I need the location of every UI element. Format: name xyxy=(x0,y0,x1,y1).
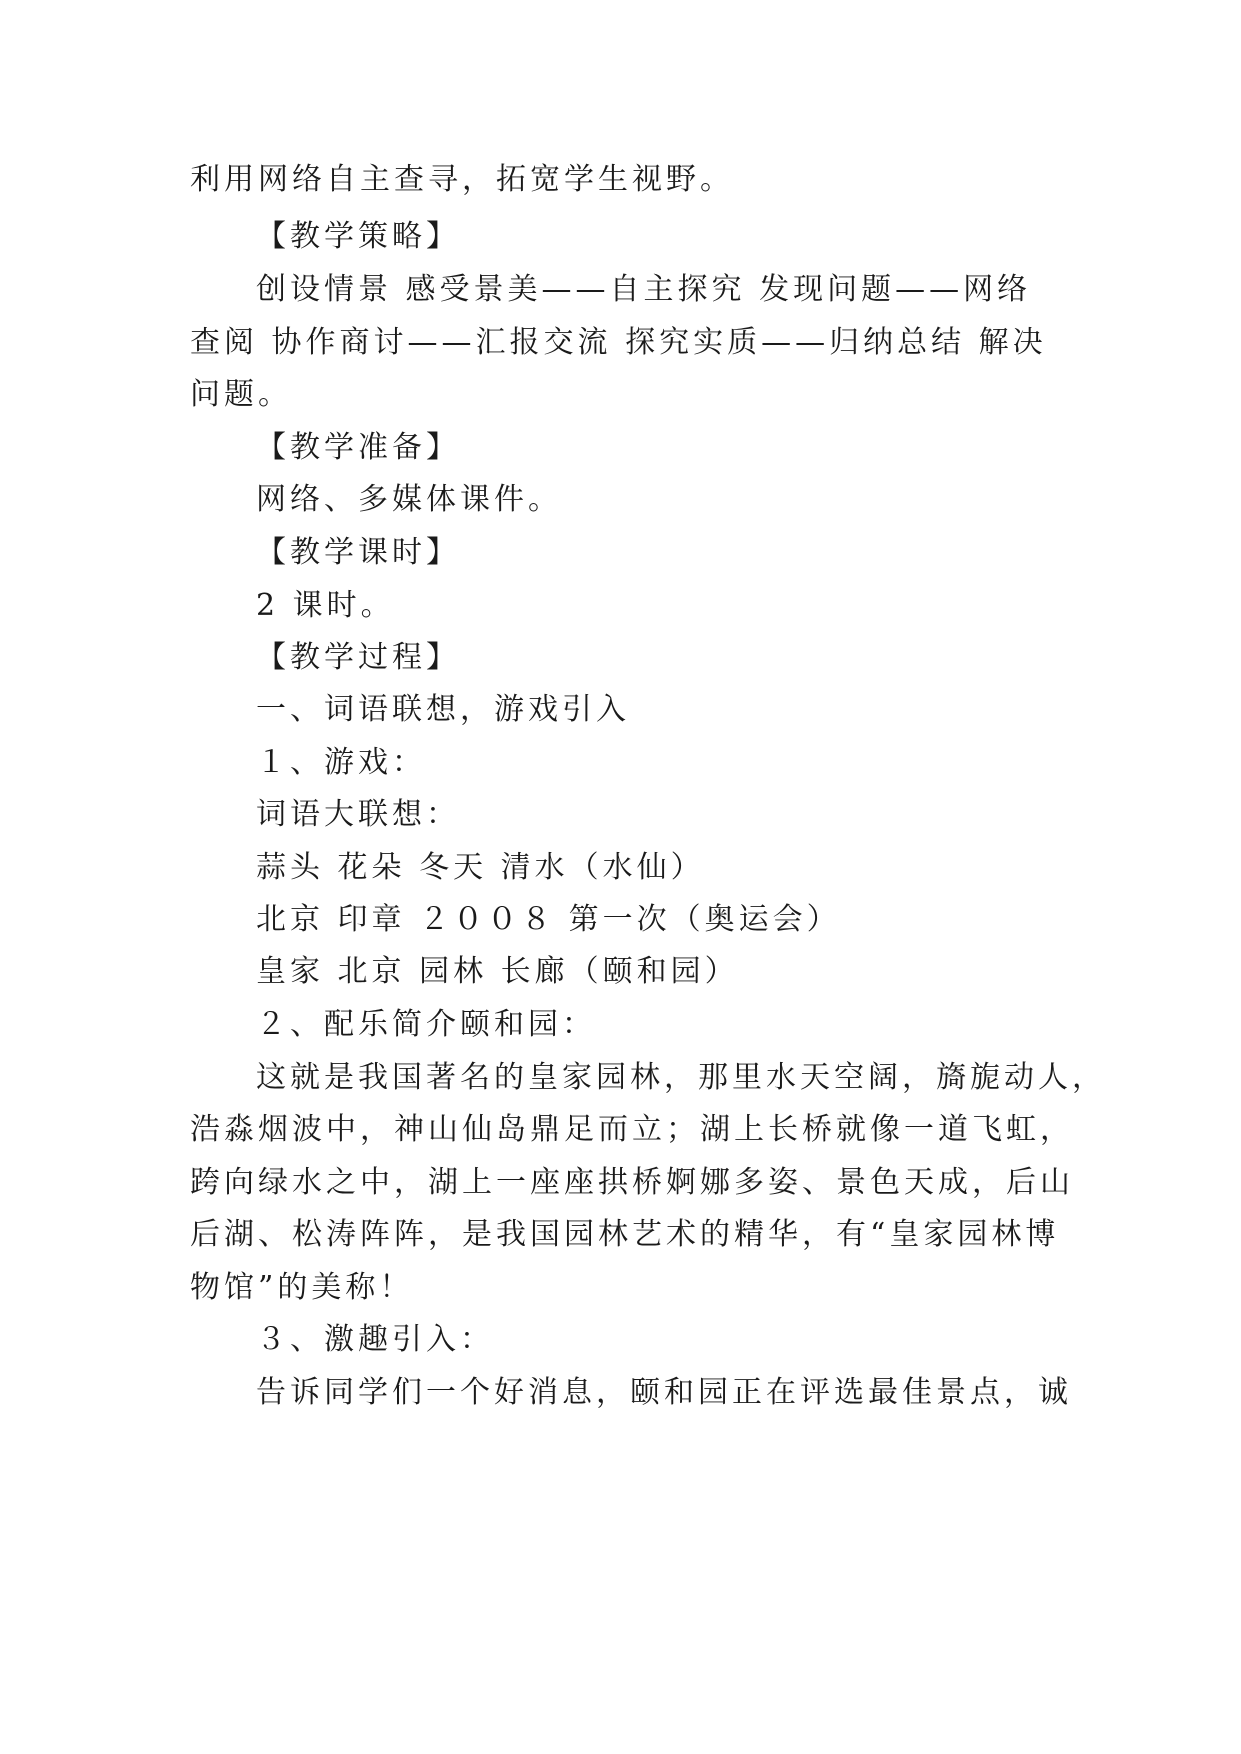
text-line: 创设情景 感受景美——自主探究 发现问题——网络 xyxy=(256,272,1032,307)
text-line: 浩淼烟波中，神山仙岛鼎足而立；湖上长桥就像一道飞虹， xyxy=(190,1112,1074,1147)
text-line: 跨向绿水之中，湖上一座座拱桥婀娜多姿、景色天成，后山 xyxy=(190,1165,1074,1200)
text-line: 问题。 xyxy=(190,377,292,412)
section-heading: 【教学过程】 xyxy=(256,640,460,675)
text-line: 一、词语联想，游戏引入 xyxy=(256,692,630,727)
section-heading: 【教学准备】 xyxy=(256,430,460,465)
text-line: 网络、多媒体课件。 xyxy=(256,482,562,517)
text-line: 这就是我国著名的皇家园林，那里水天空阔，旖旎动人， xyxy=(256,1060,1106,1095)
text-line: １、游戏： xyxy=(256,745,426,780)
text-line: 物馆”的美称！ xyxy=(190,1270,414,1305)
text-line: 皇家 北京 园林 长廊（颐和园） xyxy=(256,954,739,989)
text-line: 后湖、松涛阵阵，是我国园林艺术的精华，有“皇家园林博 xyxy=(190,1217,1060,1252)
text-line: 蒜头 花朵 冬天 清水（水仙） xyxy=(256,850,705,885)
section-heading: 【教学课时】 xyxy=(256,535,460,570)
text-line: ３、激趣引入： xyxy=(256,1322,494,1357)
text-line: 北京 印章 ２００８ 第一次（奥运会） xyxy=(256,902,841,937)
text-line: 利用网络自主查寻，拓宽学生视野。 xyxy=(190,162,734,197)
text-line: 查阅 协作商讨——汇报交流 探究实质——归纳总结 解决 xyxy=(190,325,1047,360)
text-line: 告诉同学们一个好消息，颐和园正在评选最佳景点，诚 xyxy=(256,1375,1072,1410)
section-heading: 【教学策略】 xyxy=(256,219,460,254)
text-line: 2 课时。 xyxy=(256,588,395,623)
text-line: ２、配乐简介颐和园： xyxy=(256,1007,596,1042)
text-line: 词语大联想： xyxy=(256,797,460,832)
